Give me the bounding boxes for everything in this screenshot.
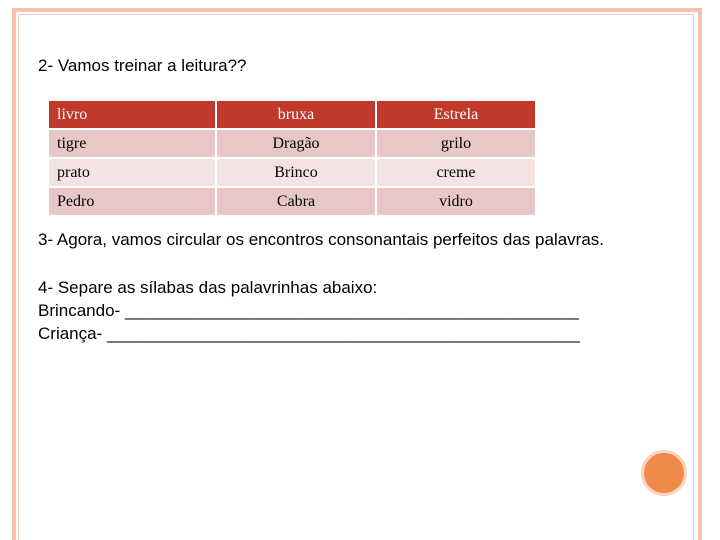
table-cell: Pedro (49, 187, 216, 216)
table-cell: Estrela (376, 101, 536, 129)
answer-line-crianca: Criança- __________________________________________________ (38, 324, 580, 343)
table-cell: grilo (376, 129, 536, 158)
table-cell: Dragão (216, 129, 376, 158)
table-row (49, 129, 536, 158)
table-cell: vidro (376, 187, 536, 216)
question-2-text: 2- Vamos treinar a leitura?? (38, 56, 247, 75)
word-table (49, 101, 537, 217)
table-cell: Cabra (216, 187, 376, 216)
table-cell: Brinco (216, 158, 376, 187)
table-cell: bruxa (216, 101, 376, 129)
table-row (49, 187, 536, 216)
table-cell: livro (49, 101, 216, 129)
table-cell: prato (49, 158, 216, 187)
decorative-circle (641, 450, 687, 496)
question-4-block (38, 276, 580, 345)
answer-line-brincando: Brincando- ________________________________________________ (38, 301, 579, 320)
question-4-title: 4- Separe as sílabas das palavrinhas abaixo: (38, 278, 378, 297)
table-row (49, 101, 536, 129)
question-3-text: 3- Agora, vamos circular os encontros consonantais perfeitos das palavras. (38, 230, 605, 249)
table-cell: creme (376, 158, 536, 187)
table-cell: tigre (49, 129, 216, 158)
table-row (49, 158, 536, 187)
